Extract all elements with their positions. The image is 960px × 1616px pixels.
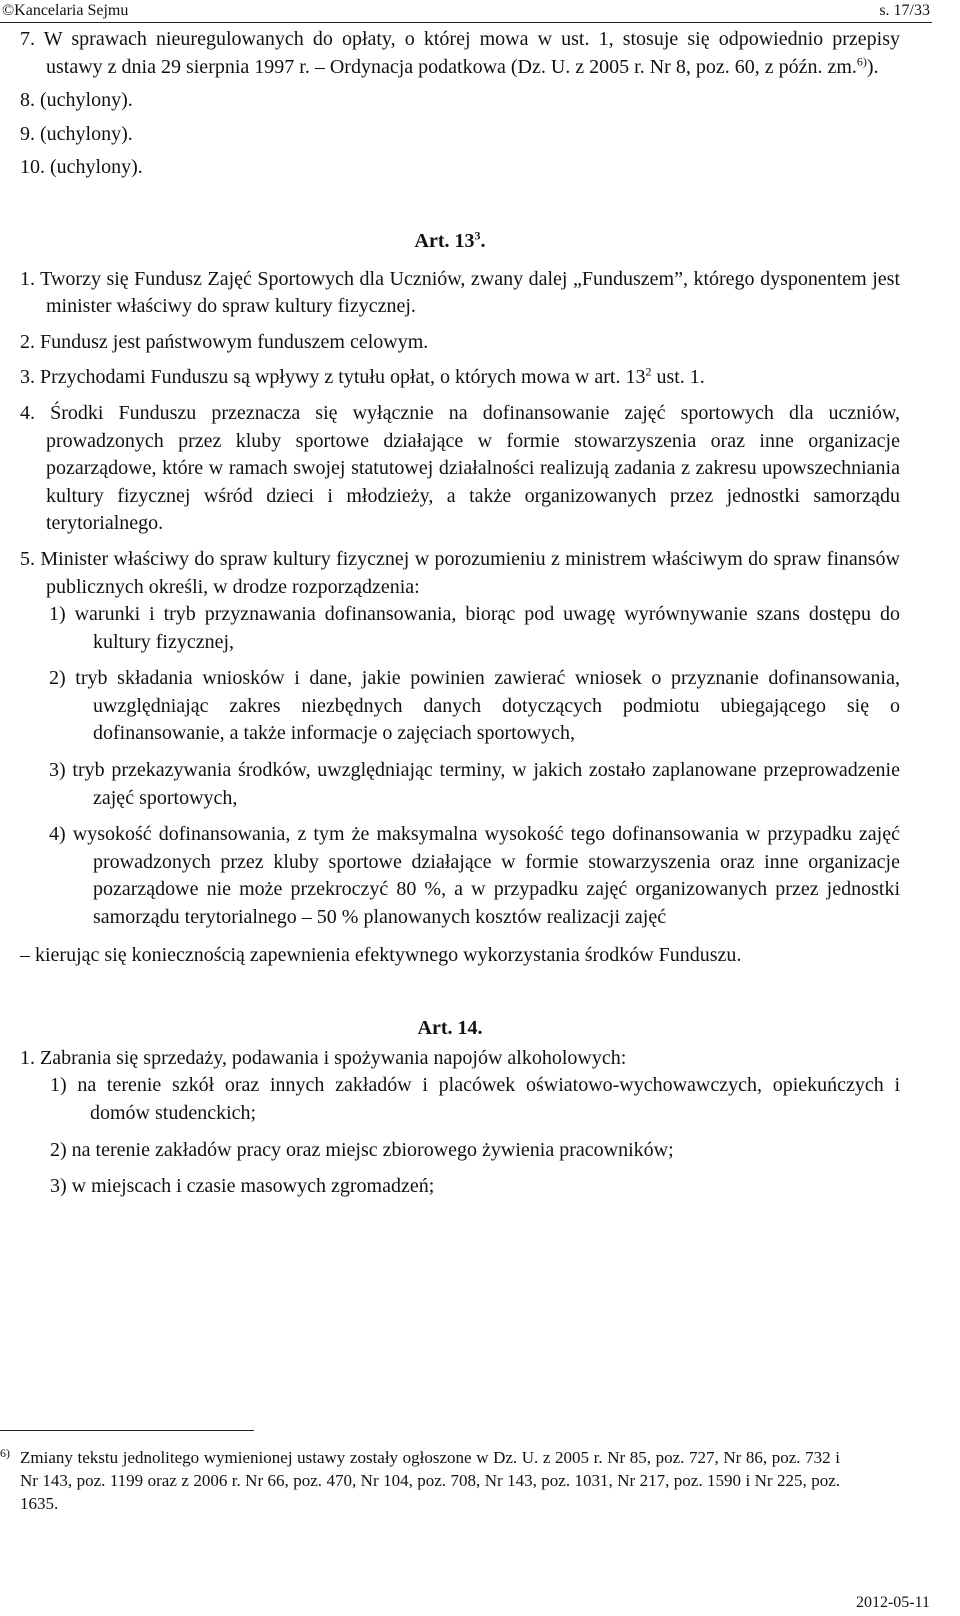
section-8: 8. (uchylony).: [20, 89, 133, 112]
art13-para-2: 2. Fundusz jest państwowym funduszem celowym.: [20, 330, 429, 353]
header-source: ©Kancelaria Sejmu: [2, 2, 129, 19]
page-header: [0, 0, 960, 24]
footnote-rule: [0, 1430, 254, 1431]
art13-para-1: 1. Tworzy się Fundusz Zajęć Sportowych dla Uczniów, zwany dalej „Funduszem”, którego dysponentem jest minister właściwy do spraw kultury fizycznej.: [20, 267, 900, 318]
art13-para-5: 5. Minister właściwy do spraw kultury fizycznej w porozumieniu z ministrem właściwym do spraw finansów publicznych określi, w drodze rozporządzenia:: [20, 547, 900, 598]
section-7: [0, 26, 900, 81]
art13-items: [0, 601, 900, 932]
list-item: 1) na terenie szkół oraz innych zakładów i placówek oświatowo-wychowawczych, opiekuńczych i domów studenckich;: [50, 1074, 900, 1124]
document-body: [0, 26, 900, 1201]
article-13-3-heading: [0, 228, 900, 256]
art14-para-1: 1. Zabrania się sprzedaży, podawania i spożywania napojów alkoholowych:: [20, 1046, 627, 1069]
section-7-text: 7. W sprawach nieuregulowanych do opłaty, o której mowa w ust. 1, stosuje się odpowiednio przepisy ustawy z dnia 29 sierpnia 1997 r. – Ordynacja podatkowa (Dz. U. z 2005 r. Nr 8, poz. 60, z późn. zm.: [20, 28, 900, 78]
list-item: 3) w miejscach i czasie masowych zgromadzeń;: [50, 1175, 435, 1198]
list-item: 2) na terenie zakładów pracy oraz miejsc zbiorowego żywienia pracowników;: [50, 1138, 674, 1161]
section-10: 10. (uchylony).: [20, 156, 143, 179]
list-item: 1) warunki i tryb przyznawania dofinansowania, biorąc pod uwagę wyrównywanie szans dostępu do kultury fizycznej,: [49, 603, 900, 653]
article-heading-sup: 3: [474, 228, 481, 243]
art13-para-3: [0, 364, 900, 392]
para-3-sup: 2: [645, 364, 652, 379]
art14-items: [0, 1072, 900, 1200]
section-9: 9. (uchylony).: [20, 122, 133, 145]
document-date: 2012-05-11: [855, 1594, 930, 1611]
page-number: s. 17/33: [879, 2, 930, 19]
list-item: 4) wysokość dofinansowania, z tym że maksymalna wysokość tego dofinansowania w przypadku zajęć prowadzonych przez kluby sportowe działające w formie stowarzyszenia oraz inne organizacje pozarządowe nie może przekroczyć 80 %, a w przypadku zajęć organizowanych przez jednostki samorządu terytorialnego – 50 % planowanych kosztów realizacji zajęć: [49, 823, 900, 929]
article-heading-end: .: [480, 229, 486, 252]
footnote-mark: 6): [0, 1446, 10, 1460]
article-14-heading: Art. 14.: [417, 1017, 483, 1040]
para-3-text: 3. Przychodami Funduszu są wpływy z tytułu opłat, o których mowa w art. 13: [20, 366, 646, 389]
section-7-end: ).: [866, 55, 879, 78]
list-item: 2) tryb składania wniosków i dane, jakie powinien zawierać wniosek o przyznanie dofinansowania, uwzględniając zakres niezbędnych danych dotyczących podmiotu ubiegającego się o dofinansowanie, a także informacje o zajęciach sportowych,: [49, 667, 900, 745]
footnote-ref: 6): [856, 53, 867, 68]
header-rule: [0, 22, 932, 23]
art13-closing: – kierując się koniecznością zapewnienia efektywnego wykorzystania środków Funduszu.: [20, 943, 742, 966]
art13-para-4: 4. Środki Funduszu przeznacza się wyłącznie na dofinansowanie zajęć sportowych dla uczniów, prowadzonych przez kluby sportowe działające w formie stowarzyszenia oraz inne organizacje pozarządowe, które w ramach swojej statutowej działalności realizują zadania z zakresu upowszechniania kultury fizycznej wśród dzieci i młodzieży, a także organizowanych przez jednostki samorządu terytorialnego.: [20, 401, 900, 535]
list-item: 3) tryb przekazywania środków, uwzględniając terminy, w jakich zostało zaplanowane przeprowadzenie zajęć sportowych,: [49, 759, 900, 809]
article-heading-text: Art. 13: [414, 229, 475, 252]
para-3-end: ust. 1.: [651, 366, 705, 389]
footnote: [0, 1446, 840, 1515]
footnote-text: Zmiany tekstu jednolitego wymienionej ustawy zostały ogłoszone w Dz. U. z 2005 r. Nr 85, poz. 727, Nr 86, poz. 732 i Nr 143, poz. 1199 oraz z 2006 r. Nr 66, poz. 470, Nr 104, poz. 708, Nr 143, poz. 1031, Nr 217, poz. 1590 i Nr 225, poz. 1635.: [20, 1448, 840, 1513]
